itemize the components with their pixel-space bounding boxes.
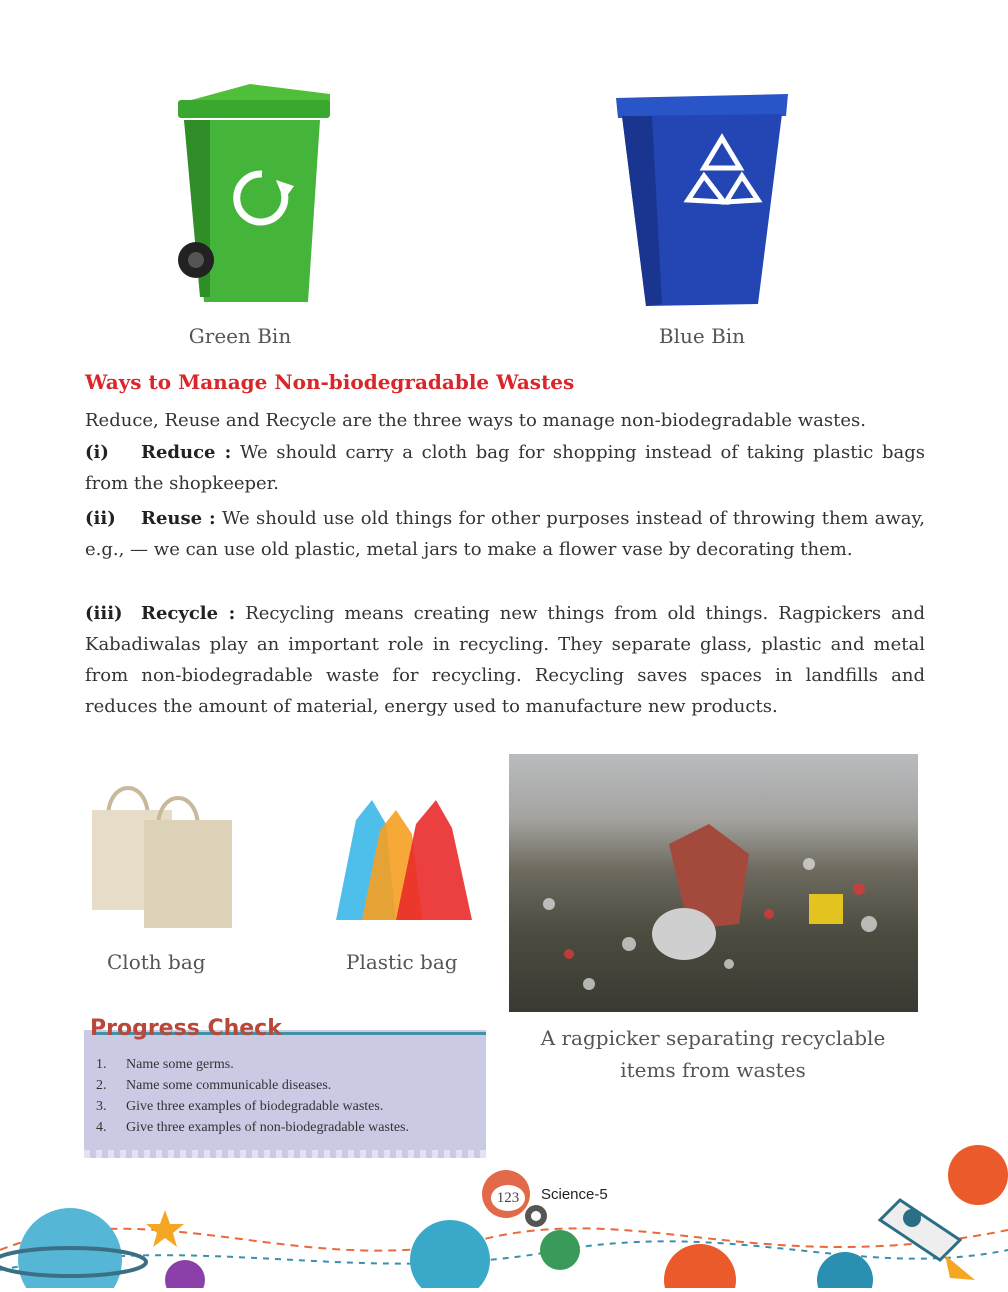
item-number: (ii)	[85, 508, 116, 529]
item-number: (i)	[85, 442, 109, 463]
item-number: (iii)	[85, 603, 123, 624]
star-icon	[146, 1210, 184, 1247]
cloth-bag-image	[88, 778, 238, 930]
item-term: Recycle :	[141, 603, 236, 624]
item-term: Reuse :	[141, 508, 216, 529]
ragpicker-caption-line-2: items from wastes	[620, 1058, 806, 1082]
ragpicker-caption-line-1: A ragpicker separating recyclable	[540, 1026, 886, 1050]
item-recycle	[85, 598, 925, 722]
list-item: 1. Name some germs.	[96, 1057, 234, 1072]
blue-bin-caption: Blue Bin	[658, 324, 746, 348]
plastic-bag-caption: Plastic bag	[346, 950, 458, 974]
ragpicker-caption	[520, 1022, 906, 1086]
list-item: 3. Give three examples of biodegradable wastes.	[96, 1099, 384, 1114]
item-text: Recycling means creating new things from old things. Ragpickers and Kabadiwalas play an important role in recycling. They separate glass, plastic and metal from non-biodegradable waste for recycling. Recycling saves spaces in landfills and reduces the amount of material, energy used to manufacture new products.	[85, 603, 925, 717]
green-bin-image	[170, 82, 340, 312]
cloth-bag-caption: Cloth bag	[107, 950, 206, 974]
item-text: We should carry a cloth bag for shopping instead of taking plastic bags from the shopkeeper.	[85, 442, 925, 494]
book-title: Science-5	[541, 1186, 608, 1203]
list-item: 2. Name some communicable diseases.	[96, 1078, 332, 1093]
item-term: Reduce :	[141, 442, 232, 463]
green-bin-caption: Green Bin	[188, 324, 292, 348]
item-reuse	[85, 503, 925, 565]
progress-check-list	[96, 1054, 409, 1138]
item-text: We should use old things for other purposes instead of throwing them away, e.g., — we can use old plastic, metal jars to make a flower vase by decorating them.	[85, 508, 925, 560]
plastic-bag-image	[326, 780, 490, 932]
rocket-icon	[880, 1200, 975, 1280]
intro-paragraph: Reduce, Reuse and Recycle are the three ways to manage non-biodegradable wastes.	[85, 410, 866, 431]
item-reduce	[85, 437, 925, 499]
ragpicker-photo	[509, 754, 918, 1012]
list-item: 4. Give three examples of non-biodegradable wastes.	[96, 1120, 410, 1135]
page-number: 123	[488, 1182, 528, 1214]
progress-check-title: Progress Check	[90, 1016, 282, 1041]
section-heading: Ways to Manage Non-biodegradable Wastes	[85, 370, 575, 394]
blue-bin-image	[612, 86, 792, 311]
